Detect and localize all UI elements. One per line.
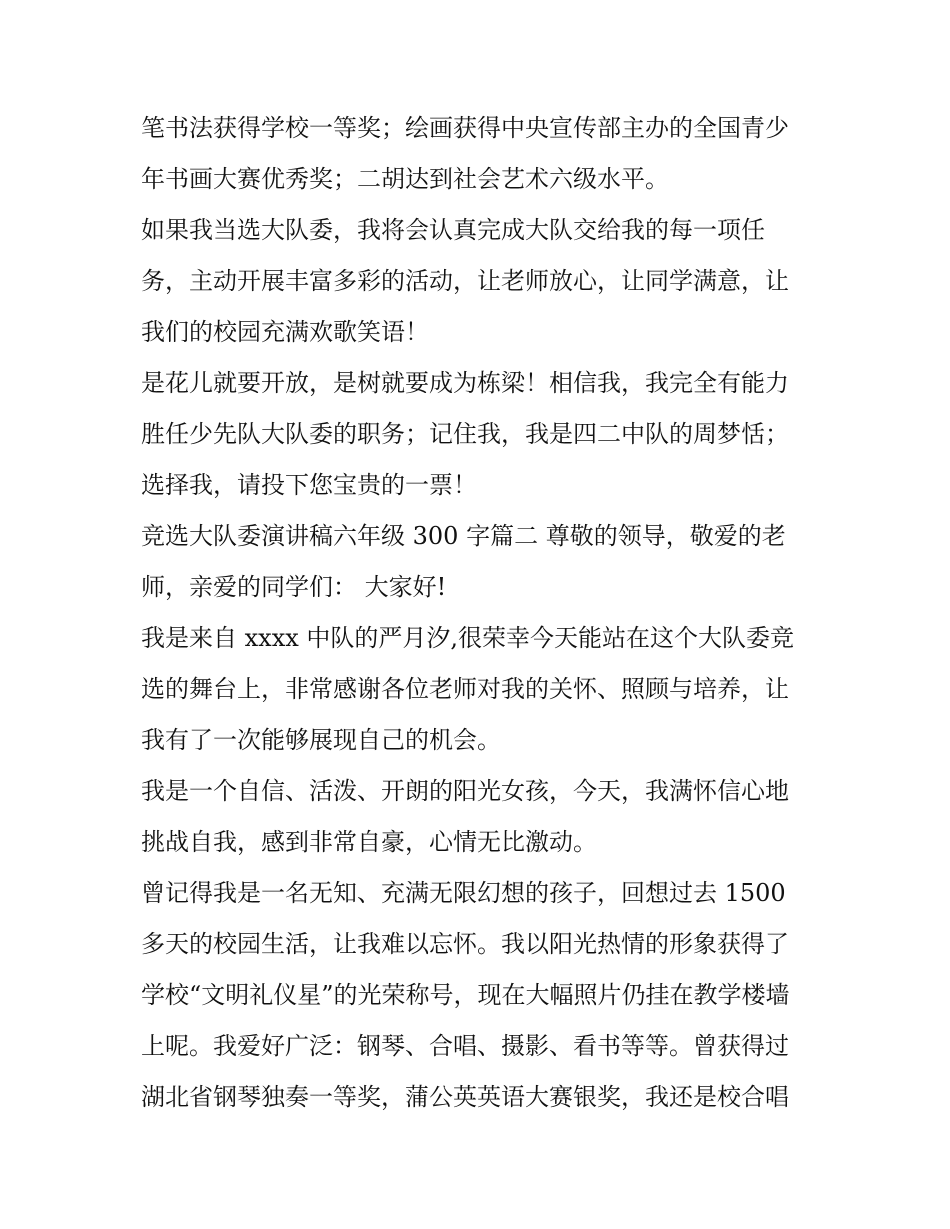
text-line: 年书画大赛优秀奖；二胡达到社会艺术六级水平。 [141, 165, 669, 193]
text-line: 选择我，请投下您宝贵的一票！ [141, 471, 477, 499]
text-line: 是花儿就要开放，是树就要成为栋梁！相信我，我完全有能力 [141, 369, 789, 397]
text-line: 我是来自 xxxx 中队的严月汐,很荣幸今天能站在这个大队委竞 [141, 624, 795, 652]
text-line: 多天的校园生活，让我难以忘怀。我以阳光热情的形象获得了 [141, 930, 789, 958]
text-line: 学校“文明礼仪星”的光荣称号，现在大幅照片仍挂在教学楼墙 [141, 981, 790, 1009]
text-line: 笔书法获得学校一等奖；绘画获得中央宣传部主办的全国青少 [141, 114, 789, 142]
text-line: 胜任少先队大队委的职务；记住我，我是四二中队的周梦恬； [141, 420, 789, 448]
text-line: 我有了一次能够展现自己的机会。 [141, 726, 501, 754]
text-line: 我们的校园充满欢歌笑语！ [141, 318, 429, 346]
text-line: 如果我当选大队委，我将会认真完成大队交给我的每一项任 [141, 216, 765, 244]
text-line: 曾记得我是一名无知、充满无限幻想的孩子，回想过去 1500 [141, 879, 786, 907]
text-line: 务，主动开展丰富多彩的活动，让老师放心，让同学满意，让 [141, 267, 789, 295]
text-line: 湖北省钢琴独奏一等奖，蒲公英英语大赛银奖，我还是校合唱 [141, 1083, 789, 1111]
text-line: 竞选大队委演讲稿六年级 300 字篇二 尊敬的领导，敬爱的老 [141, 522, 786, 550]
text-line: 选的舞台上，非常感谢各位老师对我的关怀、照顾与培养，让 [141, 675, 789, 703]
text-line: 我是一个自信、活泼、开朗的阳光女孩，今天，我满怀信心地 [141, 777, 789, 805]
text-line: 上呢。我爱好广泛：钢琴、合唱、摄影、看书等等。曾获得过 [141, 1032, 789, 1060]
text-line: 挑战自我，感到非常自豪，心情无比激动。 [141, 828, 597, 856]
text-line: 师，亲爱的同学们： 大家好! [141, 573, 447, 601]
document-body [141, 103, 813, 1123]
